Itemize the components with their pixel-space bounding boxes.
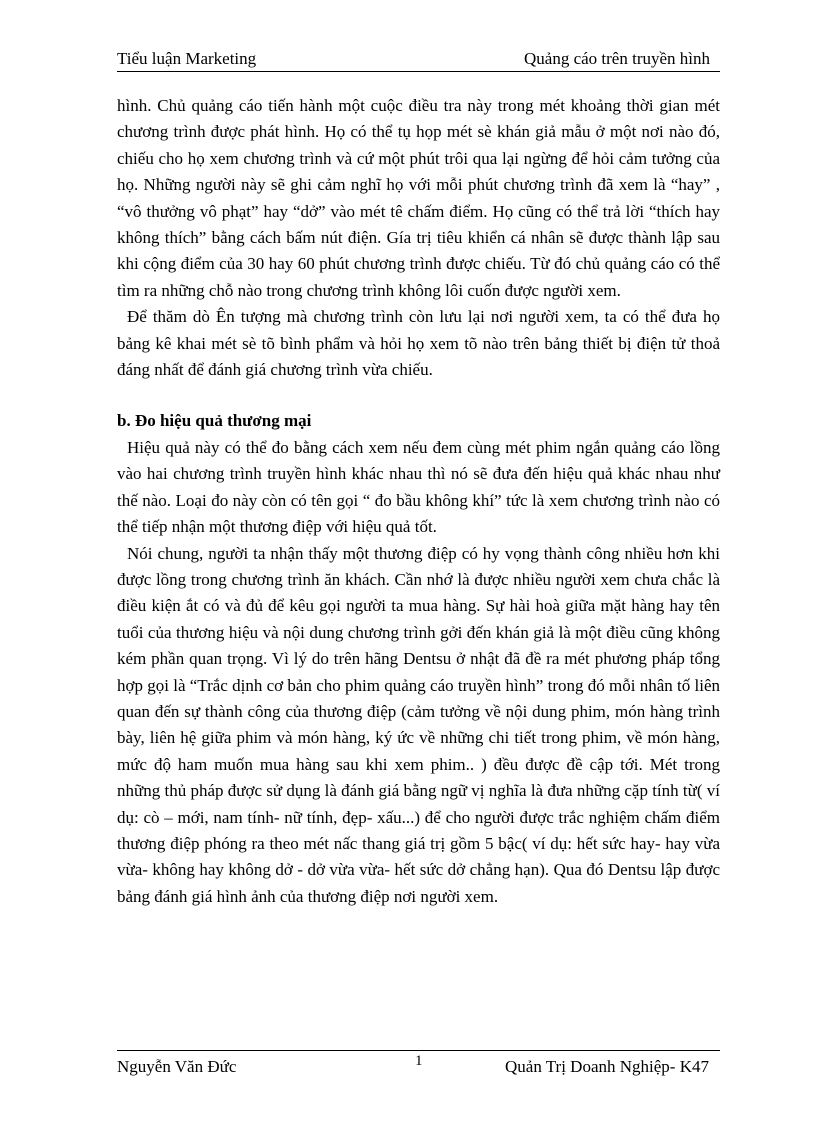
footer-course: Quản Trị Doanh Nghiệp- K47 <box>505 1057 709 1076</box>
page-footer <box>117 1050 720 1081</box>
paragraph-2: Để thăm dò Ên tượng mà chương trình còn lưu lại nơi người xem, ta có thể đưa họ bảng kê khai mét sè tõ bình phẩm và hỏi họ xem tõ nào trên bảng thiết bị điện tử thoả đáng nhất để đánh giá chương trình vừa chiếu. <box>117 307 720 380</box>
section-heading-b: b. Đo hiệu quả thương mại <box>117 411 312 431</box>
header-left-title: Tiểu luận Marketing <box>117 49 257 68</box>
footer-page-number: 1 <box>415 1053 423 1069</box>
spacer <box>117 383 720 408</box>
paragraph-3: Hiệu quả này có thể đo bằng cách xem nếu đem cùng mét phim ngắn quảng cáo lồng vào hai chương trình truyền hình khác nhau thì nó sẽ đưa đến hiệu quả khác nhau như thế nào. Loại đo này còn có tên gọi “ đo bầu không khí” tức là xem chương trình nào có thể tiếp nhận một thương điệp với hiệu quả tốt. <box>117 437 720 537</box>
footer-author: Nguyễn Văn Đức <box>117 1057 237 1076</box>
paragraph-4: Nói chung, người ta nhận thấy một thương điệp có hy vọng thành công nhiều hơn khi được lồng trong chương trình ăn khách. Cần nhớ là được nhiều người xem chưa chắc là điều kiện ắt có và đủ để kêu gọi người ta mua hàng. Sự hài hoà giữa mặt hàng hay tên tuổi của thương hiệu và nội dung chương trình gởi đến khán giả là một điều cũng không kém phần quan trọng. Vì lý do trên hãng Dentsu ở nhật đã đề ra mét phương pháp tổng hợp gọi là “Trắc dịnh cơ bản cho phim quảng cáo truyền hình” trong đó mỗi nhân tố liên quan đến sự thành công của thương điệp (cảm tưởng về nội dung phim, món hàng trình bày, liên hệ giữa phim và món hàng, ký ức về những chi tiết trong phim, về món hàng, mức độ ham muốn mua hàng sau khi xem phim.. ) đều được đề cập tới. Mét trong những thủ pháp được sử dụng là đánh giá bằng ngữ vị nghĩa là đưa những cặp tính từ( ví dụ: cò – mới, nam tính- nữ tính, đẹp- xấu...) để cho người được trắc nghiệm chấm điểm thương điệp phóng ra theo mét nấc thang giá trị gồm 5 bậc( ví dụ: hết sức hay- hay vừa vừa- không hay không dở - dở vừa vừa- hết sức dở chẳng hạn). Qua đó Dentsu lập được bảng đánh giá hình ảnh của thương điệp nơi người xem. <box>117 543 720 906</box>
header-right-title: Quảng cáo trên truyền hình <box>524 49 710 68</box>
page-header <box>117 49 720 72</box>
paragraph-1: hình. Chủ quảng cáo tiến hành một cuộc điều tra này trong mét khoảng thời gian mét chương trình được phát hình. Họ có thể tụ họp mét sè khán giả mẫu ở một nơi nào đó, chiếu cho họ xem chương trình và cứ một phút trôi qua lại ngừng để hỏi cảm tưởng của họ. Những người này sẽ ghi cảm nghĩ họ với mỗi phút chương trình đã xem là “hay” , “vô thưởng vô phạt” hay “dở” vào mét tê chấm điểm. Họ cũng có thể trả lời “thích hay không thích” bằng cách bấm nút điện. Gía trị tiêu khiển cá nhân sẽ được thành lập sau khi cộng điểm của 30 hay 60 phút chương trình được chiếu. Từ đó chủ quảng cáo có thể tìm ra những chỗ nào trong chương trình không lôi cuốn được người xem. <box>117 96 720 300</box>
page-body <box>117 93 720 910</box>
